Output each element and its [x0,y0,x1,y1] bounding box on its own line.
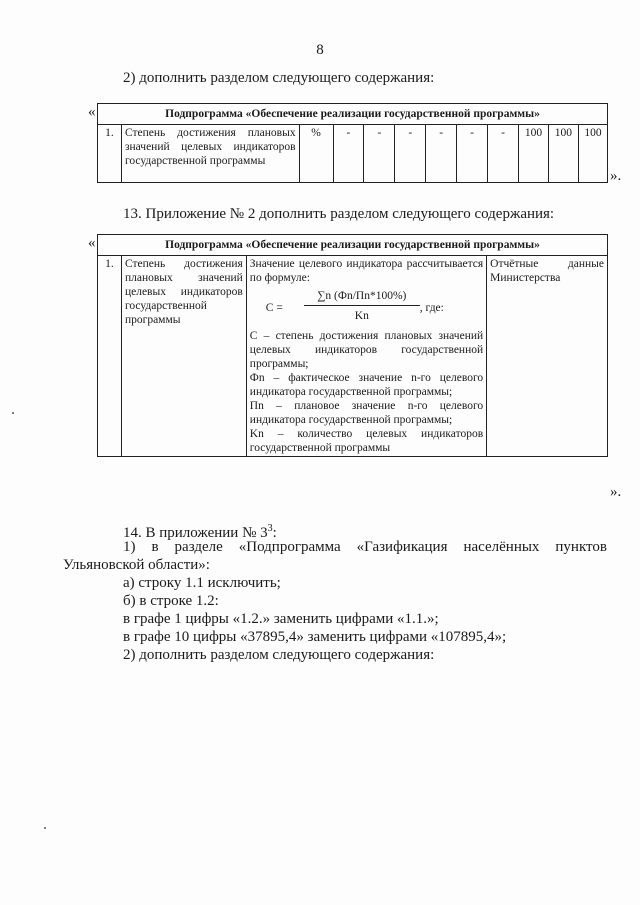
table1-value: - [426,125,457,183]
table1-value: - [457,125,488,183]
line-top: 2) дополнить разделом следующего содержания: [123,70,435,86]
para-14-item-b1: в графе 1 цифры «1.2.» заменить цифрами «1.1.»; [123,611,439,627]
para-14-title-sup: 3 [267,523,273,534]
table1-row-num: 1. [98,125,122,183]
table2-quote-close: ». [610,484,622,500]
scan-speck [12,412,14,414]
table2-quote-open: « [88,235,96,251]
table2 [97,234,608,457]
table1-row-unit: % [299,125,333,183]
table2-header: Подпрограмма «Обеспечение реализации государственной программы» [98,235,608,256]
table1-row-name: Степень достижения плановых значений целевых индикаторов государственной программы [121,125,299,183]
definition-k: Kn – количество целевых индикаторов государственной программы [249,428,484,454]
para-13: 13. Приложение № 2 дополнить разделом следующего содержания: [123,206,555,222]
table1-row [98,125,608,183]
table2-row-name: Степень достижения плановых значений целевых индикаторов государственной программы [121,256,246,457]
table2-method-cell [246,256,486,457]
table1-header: Подпрограмма «Обеспечение реализации государственной программы» [98,104,608,125]
table1-value: - [364,125,395,183]
table2-row [98,256,608,457]
table1-value: - [395,125,426,183]
scan-speck [44,827,46,829]
table2-row-num: 1. [98,256,122,457]
table1-value: 100 [518,125,548,183]
formula-lhs: С = [265,302,283,314]
para-14-item-a: а) строку 1.1 исключить; [123,575,281,591]
formula [250,289,483,325]
para-14-item1-line1: 1) в разделе «Подпрограмма «Газификация населённых пунктов [123,539,607,555]
table1-value: - [333,125,364,183]
definition-p: Пn – плановое значение n-го целевого индикатора государственной программы; [249,400,484,426]
formula-tail: , где: [419,302,444,314]
definition-f: Фn – фактическое значение n-го целевого индикатора государственной программы; [249,372,484,398]
formula-numerator: ∑n (Фn/Пn*100%) [304,289,420,306]
para-14-title-main: 14. В приложении № 3 [123,525,268,541]
table1-value: 100 [548,125,578,183]
table1-value: - [488,125,519,183]
para-14-item2: 2) дополнить разделом следующего содержания: [123,647,435,663]
para-14-item-b2: в графе 10 цифры «37895,4» заменить цифрами «107895,4»; [123,629,507,645]
table1-value: 100 [578,125,607,183]
para-14-item1-line2: Ульяновской области»: [63,557,210,573]
definition-c: С – степень достижения плановых значений целевых индикаторов государственной программы; [249,330,484,370]
table1 [97,103,608,183]
page-number: 8 [316,42,324,58]
table2-source: Отчётные данные Министерства [487,256,608,457]
para-14-title-end: : [272,525,277,541]
method-intro: Значение целевого индикатора рассчитывается по формуле: [249,258,484,284]
formula-fraction [304,289,420,323]
formula-denominator: Kn [354,310,369,322]
table1-quote-open: « [88,104,96,120]
table1-quote-close: ». [610,168,622,184]
para-14-item-b: б) в строке 1.2: [123,593,219,609]
